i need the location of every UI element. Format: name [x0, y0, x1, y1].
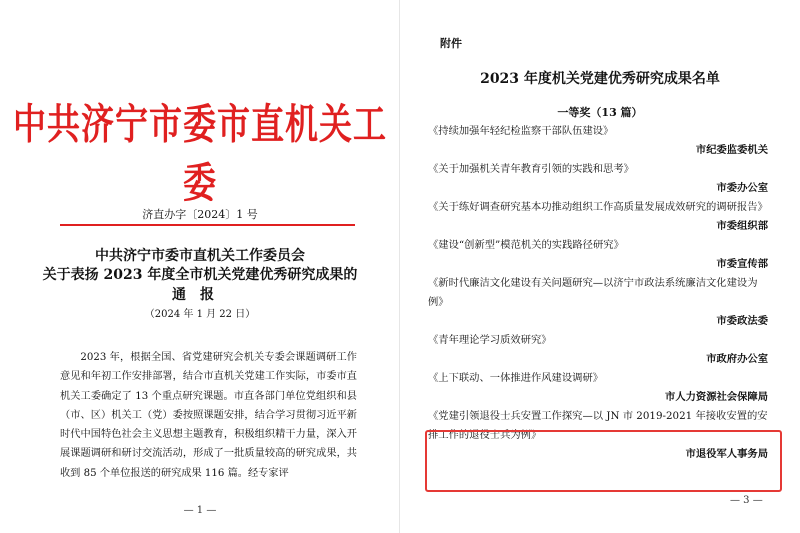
page-number-left: — 1 —	[183, 505, 217, 516]
list-item	[428, 198, 768, 236]
red-divider-line	[60, 224, 355, 226]
entry-unit: 市委宣传部	[716, 258, 768, 270]
entry-title: 《青年理论学习质效研究》	[428, 334, 552, 346]
entry-unit: 市委办公室	[716, 182, 768, 194]
highlight-box	[425, 430, 782, 492]
list-title: 2023 年度机关党建优秀研究成果名单	[480, 71, 720, 87]
entry-title: 《关于练好调查研究基本功推动组织工作高质量发展成效研究的调研报告》	[428, 201, 768, 213]
document-number: 济直办字〔2024〕1 号	[142, 208, 258, 221]
list-item	[428, 122, 768, 160]
entry-unit: 市委组织部	[716, 220, 768, 232]
notice-title-line3: 通报	[172, 287, 228, 303]
entry-title: 《持续加强年轻纪检监察干部队伍建设》	[428, 125, 614, 137]
red-header-org-title: 中共济宁市委市直机关工委	[13, 99, 387, 207]
notice-title-line2: 关于表扬 2023 年度全市机关党建优秀研究成果的	[42, 267, 358, 283]
entry-title: 《上下联动、一体推进作风建设调研》	[428, 372, 604, 384]
notice-body-paragraph: 2023 年，根据全国、省党建研究会机关专委会课题调研工作意见和年初工作安排部署，结合市直机关党建工作实际，市委市直机关工委确定了 13 个重点研究课题。市直各部门单位党组织和县（市、区）机关工（党）委按照课题安排，结合学习贯彻习近平新时代中国特色社会主义思想主题教育，积极组织精干力量，深入开展课题调研和研讨交流活动，形成了一批质量较高的研究成果，共收到 85 个单位报送的研究成果 116 篇。经专家评	[60, 352, 357, 479]
entry-title: 《党建引领退役士兵安置工作探究—以 JN 市 2019-2021 年接收安置的安排工作的退役士兵为例》	[428, 410, 768, 441]
entry-title: 《关于加强机关青年教育引领的实践和思考》	[428, 163, 634, 175]
entry-unit: 市纪委监委机关	[695, 144, 768, 156]
award-list	[428, 122, 768, 464]
page-number-right: — 3 —	[730, 495, 763, 506]
entry-unit: 市政府办公室	[706, 353, 768, 365]
prize-heading: 一等奖（13 篇）	[557, 106, 643, 119]
entry-unit: 市人力资源社会保障局	[665, 391, 768, 403]
notice-date: （2024 年 1 月 22 日）	[144, 309, 256, 320]
attachment-label: 附件	[440, 37, 462, 50]
list-item	[428, 369, 768, 407]
list-item	[428, 160, 768, 198]
entry-unit: 市委政法委	[716, 315, 768, 327]
list-item	[428, 331, 768, 369]
notice-title-line1: 中共济宁市委市直机关工作委员会	[95, 248, 305, 264]
entry-unit: 市退役军人事务局	[685, 448, 768, 460]
list-item	[428, 236, 768, 274]
entry-title: 《新时代廉洁文化建设有关问题研究—以济宁市政法系统廉洁文化建设为例》	[428, 277, 758, 308]
list-item	[428, 274, 768, 331]
entry-title: 《建设“创新型”模范机关的实践路径研究》	[428, 239, 624, 251]
